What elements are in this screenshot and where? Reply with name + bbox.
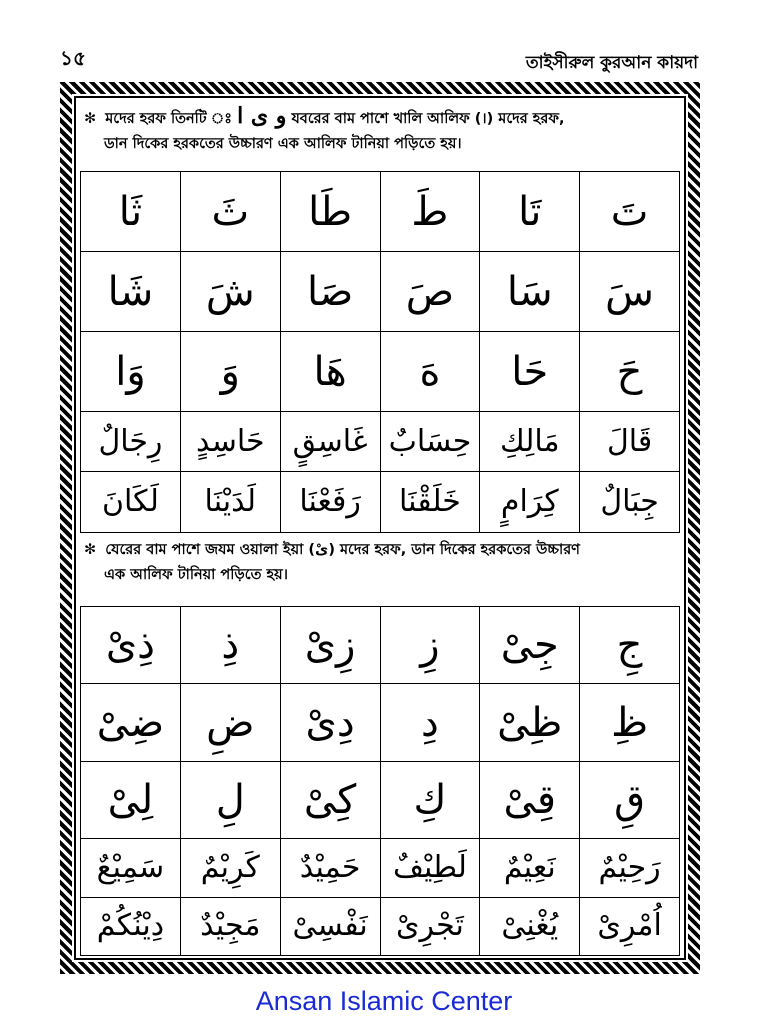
table-cell: حَمِيْدٌ bbox=[280, 839, 380, 897]
section1-note-text-a: মদের হরফ তিনটি ঃ bbox=[105, 111, 233, 127]
table-cell: كِرَامٍ bbox=[480, 472, 580, 533]
table-cell: سَ bbox=[580, 252, 680, 332]
table-cell: كِ bbox=[380, 761, 480, 838]
table-cell: صَ bbox=[380, 252, 480, 332]
table-cell: كِىْ bbox=[280, 761, 380, 838]
table-cell: نَفْسِىْ bbox=[280, 897, 380, 956]
table-cell: لَطِيْفٌ bbox=[380, 839, 480, 897]
table-cell: سَا bbox=[480, 252, 580, 332]
table-cell: لِىْ bbox=[81, 761, 181, 838]
table-row bbox=[81, 472, 680, 533]
table-cell: جِىْ bbox=[480, 607, 580, 684]
watermark: Ansan Islamic Center bbox=[255, 986, 513, 1016]
table-cell: حَا bbox=[480, 332, 580, 412]
table-cell: ثَ bbox=[180, 172, 280, 252]
table-cell: تَ bbox=[580, 172, 680, 252]
table-cell: قِىْ bbox=[480, 761, 580, 838]
table-cell: طَ bbox=[380, 172, 480, 252]
table-cell: مَجِيْدٌ bbox=[180, 897, 280, 956]
table-cell: مَالِكِ bbox=[480, 412, 580, 472]
section2-note-line1 bbox=[84, 538, 684, 563]
table-cell: ثَا bbox=[81, 172, 181, 252]
section2-note-line2: এক আলিফ টানিয়া পড়িতে হয়। bbox=[104, 567, 288, 583]
table-cell: كَرِيْمٌ bbox=[180, 839, 280, 897]
table-row bbox=[81, 607, 680, 684]
section2-note bbox=[84, 538, 684, 588]
table-cell: زِىْ bbox=[280, 607, 380, 684]
table-cell: حِسَابٌ bbox=[380, 412, 480, 472]
table-cell: اُمْرِىْ bbox=[580, 897, 680, 956]
table-cell: رِجَالٌ bbox=[81, 412, 181, 472]
table-row bbox=[81, 332, 680, 412]
table-cell: سَمِيْعٌ bbox=[81, 839, 181, 897]
asterisk-icon: ✻ bbox=[84, 542, 97, 558]
section1-note-text-b: যবরের বাম পাশে খালি আলিফ (।) মদের হরফ, bbox=[291, 111, 565, 127]
section1-note bbox=[84, 104, 684, 157]
section2-letter-grid bbox=[80, 606, 680, 956]
table-cell: ذِ bbox=[180, 607, 280, 684]
table-row bbox=[81, 839, 680, 897]
table-cell: تَجْرِىْ bbox=[380, 897, 480, 956]
table-cell: جِبَالٌ bbox=[580, 472, 680, 533]
table-cell: وَا bbox=[81, 332, 181, 412]
table-cell: ضِىْ bbox=[81, 684, 181, 761]
section2-note-text: যেরের বাম পাশে জযম ওয়ালা ইয়া (ىْ) মদের হরফ, ডান দিকের হরকতের উচ্চারণ bbox=[105, 542, 580, 558]
table-cell: قِ bbox=[580, 761, 680, 838]
table-cell: خَلَقْنَا bbox=[380, 472, 480, 533]
table-cell: دِيْنُكُمْ bbox=[81, 897, 181, 956]
table-cell: وَ bbox=[180, 332, 280, 412]
table-row bbox=[81, 412, 680, 472]
section1-note-line2: ডান দিকের হরকতের উচ্চারণ এক আলিফ টানিয়া পড়িতে হয়। bbox=[104, 136, 462, 152]
table-cell: ضِ bbox=[180, 684, 280, 761]
table-cell: دِ bbox=[380, 684, 480, 761]
table-cell: قَالَ bbox=[580, 412, 680, 472]
table-cell: ذِىْ bbox=[81, 607, 181, 684]
table-cell: هَ bbox=[380, 332, 480, 412]
table-cell: زِ bbox=[380, 607, 480, 684]
table-cell: دِىْ bbox=[280, 684, 380, 761]
table-cell: يُغْنِىْ bbox=[480, 897, 580, 956]
table-row bbox=[81, 897, 680, 956]
section1-letter-grid bbox=[80, 171, 680, 533]
table-cell: شَا bbox=[81, 252, 181, 332]
table-cell: لَكَانَ bbox=[81, 472, 181, 533]
book-title: তাইসীরুল কুরআন কায়দা bbox=[525, 53, 698, 73]
table-cell: ظِ bbox=[580, 684, 680, 761]
table-row bbox=[81, 172, 680, 252]
table-row bbox=[81, 252, 680, 332]
asterisk-icon: ✻ bbox=[84, 111, 97, 127]
table-cell: هَا bbox=[280, 332, 380, 412]
table-cell: جِ bbox=[580, 607, 680, 684]
table-cell: صَا bbox=[280, 252, 380, 332]
table-cell: غَاسِقٍ bbox=[280, 412, 380, 472]
table-cell: حَ bbox=[580, 332, 680, 412]
table-cell: طَا bbox=[280, 172, 380, 252]
table-cell: تَا bbox=[480, 172, 580, 252]
table-row bbox=[81, 684, 680, 761]
madd-letters: و ى ا bbox=[237, 103, 287, 129]
table-cell: رَحِيْمٌ bbox=[580, 839, 680, 897]
table-row bbox=[81, 761, 680, 838]
table-cell: شَ bbox=[180, 252, 280, 332]
section1-note-line1 bbox=[84, 104, 684, 132]
page-number: ১৫ bbox=[60, 46, 86, 70]
table-cell: لِ bbox=[180, 761, 280, 838]
table-cell: رَفَعْنَا bbox=[280, 472, 380, 533]
table-cell: ظِىْ bbox=[480, 684, 580, 761]
table-cell: نَعِيْمٌ bbox=[480, 839, 580, 897]
table-cell: حَاسِدٍ bbox=[180, 412, 280, 472]
table-cell: لَدَيْنَا bbox=[180, 472, 280, 533]
